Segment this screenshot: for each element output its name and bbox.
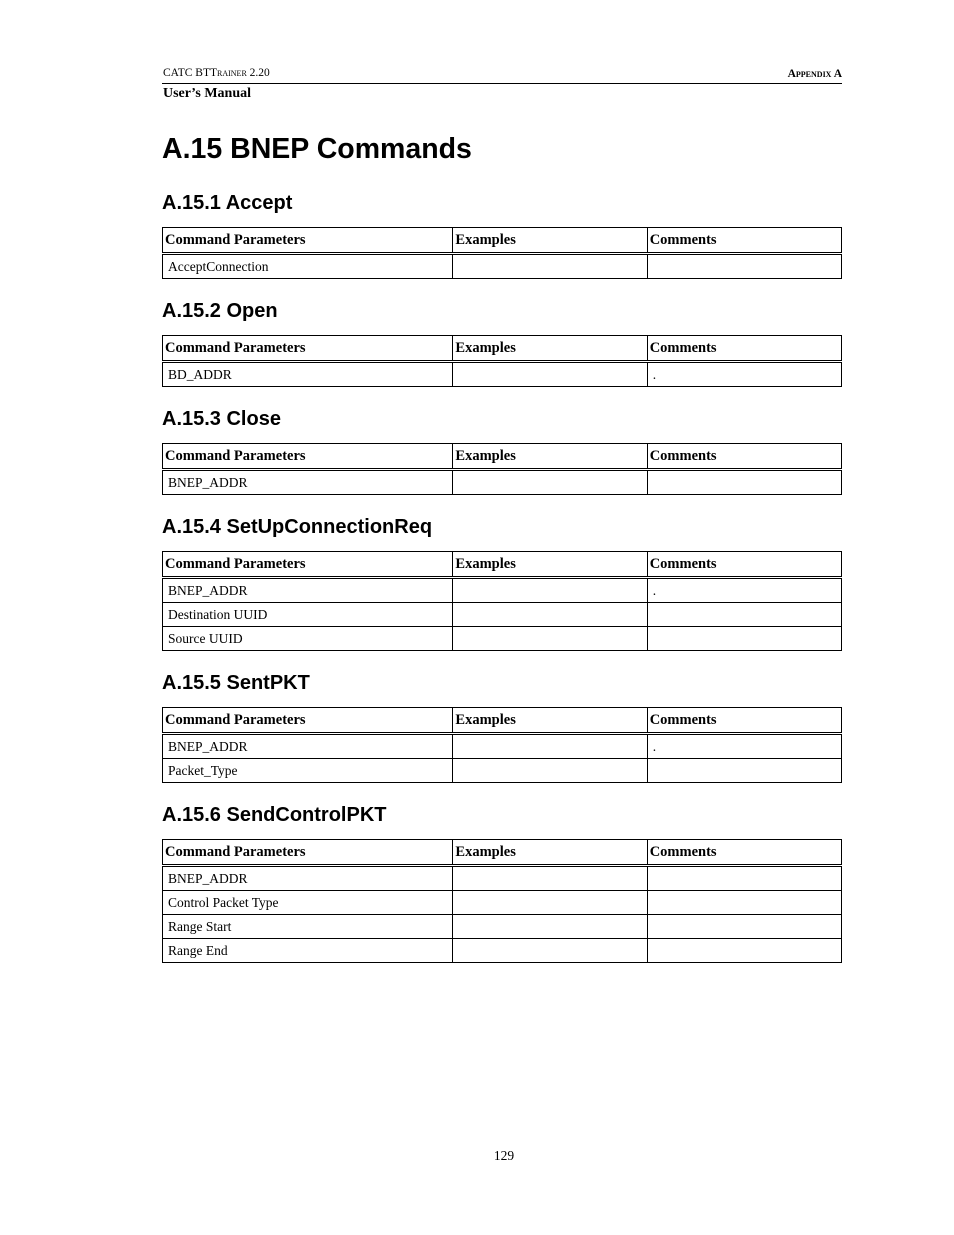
column-header-examples: Examples: [453, 228, 647, 254]
page-content: [162, 130, 842, 963]
column-header-examples: Examples: [453, 444, 647, 470]
cell-parameter: BNEP_ADDR: [163, 734, 453, 759]
column-header-parameters: Command Parameters: [163, 228, 453, 254]
column-header-examples: Examples: [453, 840, 647, 866]
cell-example: [453, 866, 647, 891]
product-name-prefix: CATC BTT: [163, 67, 217, 79]
column-header-comments: Comments: [647, 552, 841, 578]
column-header-comments: Comments: [647, 336, 841, 362]
command-table: [162, 335, 842, 387]
cell-parameter: BNEP_ADDR: [163, 470, 453, 495]
cell-comment: [647, 939, 841, 963]
cell-parameter: BNEP_ADDR: [163, 866, 453, 891]
cell-example: [453, 891, 647, 915]
cell-parameter: Range Start: [163, 915, 453, 939]
table-header-row: [163, 552, 842, 578]
header-rule: [162, 83, 842, 84]
cell-comment: [647, 627, 841, 651]
table-header-row: [163, 228, 842, 254]
column-header-comments: Comments: [647, 444, 841, 470]
table-row: [163, 866, 842, 891]
section-heading: A.15.2 Open: [162, 300, 278, 322]
cell-comment: [647, 915, 841, 939]
cell-example: [453, 578, 647, 603]
section-heading: A.15.3 Close: [162, 408, 281, 430]
cell-example: [453, 603, 647, 627]
running-header-product: [163, 67, 270, 79]
section-heading: A.15.4 SetUpConnectionReq: [162, 516, 433, 538]
cell-example: [453, 254, 647, 279]
cell-example: [453, 470, 647, 495]
cell-parameter: Control Packet Type: [163, 891, 453, 915]
cell-example: [453, 627, 647, 651]
cell-parameter: BNEP_ADDR: [163, 578, 453, 603]
page-number: 129: [493, 1148, 515, 1163]
column-header-parameters: Command Parameters: [163, 444, 453, 470]
table-row: [163, 362, 842, 387]
sections-container: [162, 191, 842, 963]
cell-example: [453, 734, 647, 759]
table-header-row: [163, 840, 842, 866]
cell-comment: [647, 759, 841, 783]
cell-comment: [647, 470, 841, 495]
column-header-comments: Comments: [647, 840, 841, 866]
column-header-comments: Comments: [647, 228, 841, 254]
page-title: A.15 BNEP Commands: [162, 133, 472, 165]
column-header-parameters: Command Parameters: [163, 840, 453, 866]
table-row: [163, 915, 842, 939]
column-header-comments: Comments: [647, 708, 841, 734]
table-row: [163, 627, 842, 651]
product-version: 2.20: [246, 67, 270, 79]
table-row: [163, 891, 842, 915]
section-setupconnectionreq: [162, 515, 842, 651]
command-table: [162, 839, 842, 963]
cell-parameter: Source UUID: [163, 627, 453, 651]
command-table: [162, 551, 842, 651]
column-header-parameters: Command Parameters: [163, 336, 453, 362]
cell-parameter: Destination UUID: [163, 603, 453, 627]
cell-example: [453, 939, 647, 963]
table-row: [163, 470, 842, 495]
section-heading: A.15.5 SentPKT: [162, 672, 310, 694]
command-table: [162, 443, 842, 495]
column-header-examples: Examples: [453, 336, 647, 362]
table-header-row: [163, 444, 842, 470]
product-name-small-caps: rainer: [217, 67, 247, 79]
section-open: [162, 299, 842, 387]
cell-comment: [647, 866, 841, 891]
cell-comment: [647, 254, 841, 279]
table-header-row: [163, 336, 842, 362]
section-close: [162, 407, 842, 495]
column-header-examples: Examples: [453, 708, 647, 734]
cell-comment: .: [647, 578, 841, 603]
cell-example: [453, 915, 647, 939]
column-header-parameters: Command Parameters: [163, 708, 453, 734]
cell-comment: [647, 603, 841, 627]
column-header-examples: Examples: [453, 552, 647, 578]
table-row: [163, 603, 842, 627]
running-header-appendix: Appendix A: [787, 68, 842, 80]
command-table: [162, 707, 842, 783]
section-heading: A.15.6 SendControlPKT: [162, 804, 387, 826]
table-row: [163, 939, 842, 963]
table-row: [163, 254, 842, 279]
table-row: [163, 578, 842, 603]
cell-example: [453, 759, 647, 783]
command-table: [162, 227, 842, 279]
cell-example: [453, 362, 647, 387]
cell-parameter: BD_ADDR: [163, 362, 453, 387]
cell-comment: .: [647, 362, 841, 387]
cell-parameter: Packet_Type: [163, 759, 453, 783]
cell-comment: .: [647, 734, 841, 759]
section-sendcontrolpkt: [162, 803, 842, 963]
column-header-parameters: Command Parameters: [163, 552, 453, 578]
section-heading: A.15.1 Accept: [162, 192, 293, 214]
cell-parameter: AcceptConnection: [163, 254, 453, 279]
table-row: [163, 734, 842, 759]
table-row: [163, 759, 842, 783]
running-header-manual: User’s Manual: [163, 86, 252, 101]
table-header-row: [163, 708, 842, 734]
section-accept: [162, 191, 842, 279]
cell-comment: [647, 891, 841, 915]
section-sentpkt: [162, 671, 842, 783]
cell-parameter: Range End: [163, 939, 453, 963]
